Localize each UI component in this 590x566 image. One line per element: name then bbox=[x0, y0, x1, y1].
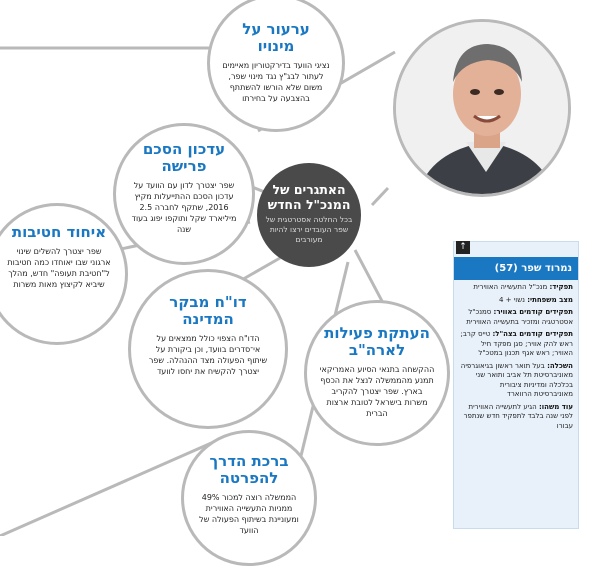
bubble-us-relocation bbox=[304, 300, 450, 446]
center-title: האתגרים של המנכ"ל החדש bbox=[267, 182, 351, 212]
center-text: בכל החלטה אסטרטגית של שפר העובדים ירצו להיות מעורבים bbox=[265, 215, 353, 244]
profile-row-value: מנכ"ל התעשייה האווירית bbox=[473, 283, 548, 291]
profile-row-label: תפקיד: bbox=[549, 283, 573, 291]
profile-row-value: סמנכ"ל אסטרטגיה ומזכיר בתעשייה האווירית bbox=[466, 308, 573, 326]
profile-row bbox=[454, 305, 578, 327]
profile-row-value: טייס קרב; ראש להק אוויר; סגן מפקד חיל האוויר; ראש אגף תכנון במטכ"ל bbox=[460, 330, 573, 357]
profile-row bbox=[454, 293, 578, 306]
profile-row-label: תפקידים קודמים בצה"ל: bbox=[492, 330, 573, 338]
profile-row-label: עוד משהו: bbox=[538, 402, 573, 411]
bubble-text: שפר יצטרך לדון עם הוועד על עדכון הסכם ההתייעלות מקיץ 2016, שתקף לחברה 2.5 מיליארד שקל ותוקפו יפוג בעוד שנה bbox=[131, 181, 237, 234]
profile-row bbox=[454, 359, 578, 400]
arrow-up-icon: ↑ bbox=[456, 241, 470, 254]
bubble-comptroller-report bbox=[128, 269, 288, 429]
portrait-photo bbox=[393, 19, 571, 197]
bubble-title: ערעור על מינויו bbox=[242, 20, 310, 55]
profile-row-label: תפקידים קודמים באוויר: bbox=[493, 308, 573, 316]
bubble-privatization bbox=[181, 430, 317, 566]
profile-row-value: נשוי + 4 bbox=[498, 295, 525, 304]
bubble-text: ההקשחה בתנאי הסיוע האמריקאי תמנע מהממשלה לנצל את הכסף בארץ. שפר יצטרך להקריב משרות בישראל לטובת ארצות הברית bbox=[319, 365, 435, 418]
profile-row-label: מצב משפחתי: bbox=[527, 295, 573, 304]
profile-row bbox=[454, 400, 578, 432]
bubble-title: דו"ח מבקר המדינה bbox=[169, 293, 247, 328]
bubble-title: ברכת הדרך להפרטה bbox=[209, 452, 289, 487]
profile-row-value: הגיע לתעשייה האווירית לפני שנה בלבד לתפקיד חדש שנתפר עבורו bbox=[463, 402, 573, 430]
profile-row bbox=[454, 280, 578, 293]
profile-row-label: השכלה: bbox=[547, 361, 573, 370]
bubble-title: עדכון הסכם פרישה bbox=[142, 140, 226, 175]
profile-row-value: בעל תואר ראשון בגיאוגרפיה מאוניברסיטת תל אביב ותואר שני בכלכלה ומדיניות ציבורית מאוניברסיטת הרווארד bbox=[460, 361, 573, 398]
profile-name: נמרוד שפר (57) bbox=[454, 257, 578, 280]
bubble-text: שפר יצטרך להשלים שינוי ארגוני שבו יאוחדו כמה חטיבות ל"חטיבת תעופה" חדש, מהלך שיביא לקיצוץ מאות משרות bbox=[7, 247, 111, 289]
bubble-appointment-challenge bbox=[207, 0, 345, 132]
bubble-retirement-agreement bbox=[113, 123, 255, 265]
portrait-image bbox=[396, 22, 571, 197]
bubble-text: נציגי הוועד בדירקטוריון מאיימים לעתור לבג"ץ נגד מינוי שפר, משום שלא הורשו להשתתף בהצבעה על בחירתו bbox=[222, 61, 330, 103]
bubble-title: איחוד חטיבות bbox=[11, 223, 107, 241]
bubble-title: העתקת פעילות לארה"ב bbox=[324, 324, 430, 359]
bubble-text: הדו"ח הצפוי כולל ממצאים על אי־סדרים בוועד, וכן ביקורת על שיתוף הפעולה מצד ההנהלה. שפר יצטרך להקשיח את יחסו לוועד bbox=[148, 334, 268, 376]
profile-row bbox=[454, 327, 578, 359]
center-challenges-circle bbox=[257, 163, 361, 267]
profile-card bbox=[453, 241, 579, 529]
bubble-text: הממשלה רוצה למכור 49% ממניות התעשייה האווירית ומעוניינת בשיתוף הפעולה של הוועד bbox=[199, 493, 299, 535]
